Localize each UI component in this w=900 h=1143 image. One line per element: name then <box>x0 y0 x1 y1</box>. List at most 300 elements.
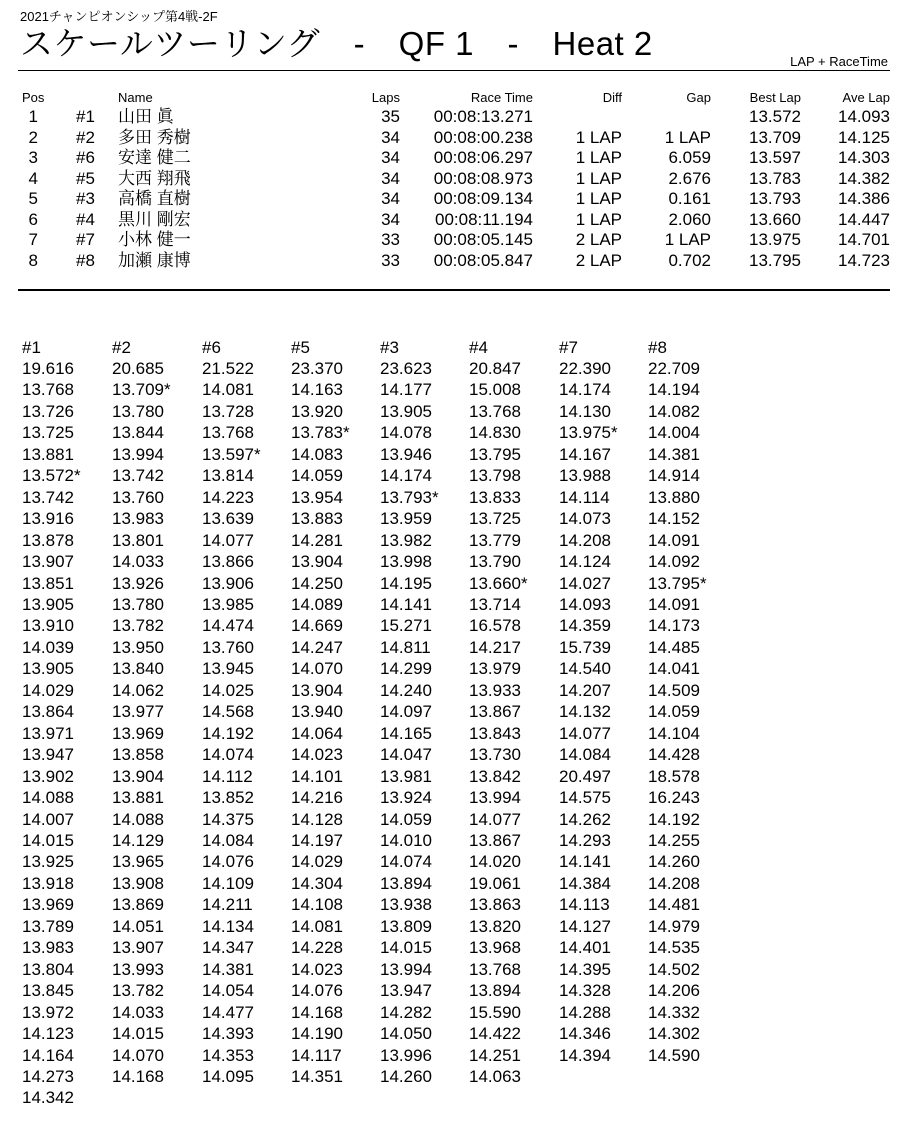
table-row <box>0 251 900 272</box>
lap-time-cell: 14.195 <box>380 573 432 593</box>
lap-times-header <box>0 338 900 358</box>
lap-time-cell: 13.993 <box>112 959 164 979</box>
lap-time-cell: 14.381 <box>648 444 700 464</box>
lap-time-cell: 14.070 <box>112 1045 164 1065</box>
lap-time-cell: 14.074 <box>202 745 254 765</box>
lap-time-cell: 14.092 <box>648 552 700 572</box>
lap-time-cell: 14.328 <box>559 981 611 1001</box>
lap-time-cell: 14.255 <box>648 830 700 850</box>
lap-time-cell: 14.262 <box>559 809 611 829</box>
lap-time-cell: 14.575 <box>559 788 611 808</box>
lap-time-cell: 23.370 <box>291 359 343 378</box>
laps-cell: 34 <box>381 209 400 229</box>
driver-name-cell: 大西 翔飛 <box>118 168 191 188</box>
lap-time-cell: 14.288 <box>559 1002 611 1022</box>
lap-time-cell: 14.359 <box>559 616 611 636</box>
lap-time-cell: 14.177 <box>380 380 432 400</box>
race-time-cell: 00:08:00.238 <box>433 127 533 147</box>
lap-time-cell: 13.867 <box>469 830 521 850</box>
race-time-cell: 00:08:13.271 <box>433 107 533 126</box>
top-divider <box>18 70 890 71</box>
lap-time-cell: 13.894 <box>380 873 432 893</box>
lap-time-cell: 14.168 <box>291 1002 343 1022</box>
car-number-cell: #3 <box>76 189 95 208</box>
laps-cell: 35 <box>381 107 400 126</box>
driver-name-cell: 加瀬 康博 <box>118 250 191 270</box>
driver-name-cell: 小林 健一 <box>118 230 191 249</box>
lap-time-cell: 14.025 <box>202 680 254 700</box>
lap-time-cell: 14.299 <box>380 659 432 679</box>
lap-time-cell: 14.502 <box>648 959 700 979</box>
ave-lap-cell: 14.386 <box>838 189 890 208</box>
lap-time-cell: 13.730 <box>469 745 521 765</box>
lap-time-cell: 13.938 <box>380 895 432 915</box>
lap-time-cell: 14.095 <box>202 1066 254 1086</box>
driver-name-cell: 黒川 剛宏 <box>118 209 191 229</box>
lap-time-cell: 14.124 <box>559 552 611 572</box>
lap-time-cell: 14.015 <box>380 938 432 958</box>
diff-cell: 1 LAP <box>575 148 622 167</box>
pos-cell: 2 <box>28 127 38 147</box>
lap-time-cell: 14.023 <box>291 745 343 765</box>
lap-time-cell: 14.029 <box>22 680 74 700</box>
lap-time-cell: 14.130 <box>559 401 611 421</box>
diff-cell: 2 LAP <box>575 230 622 249</box>
lap-time-cell: 15.271 <box>380 616 432 636</box>
lap-time-cell: 13.783* <box>291 423 350 443</box>
lap-time-cell: 14.208 <box>648 873 700 893</box>
lap-time-cell: 14.190 <box>291 1024 343 1044</box>
lap-time-cell: 13.742 <box>112 466 164 486</box>
lap-time-cell: 14.047 <box>380 745 432 765</box>
gap-cell: 6.059 <box>668 148 711 167</box>
lap-time-cell: 13.894 <box>469 981 521 1001</box>
lap-time-cell: 14.273 <box>22 1066 74 1086</box>
lap-time-cell: 14.015 <box>22 830 74 850</box>
lap-time-cell: 14.164 <box>22 1045 74 1065</box>
lap-time-cell: 14.590 <box>648 1045 700 1065</box>
race-time-cell: 00:08:08.973 <box>433 168 533 188</box>
lap-time-cell: 13.768 <box>22 380 74 400</box>
lap-time-cell: 14.091 <box>648 530 700 550</box>
lap-time-cell: 13.795* <box>648 573 707 593</box>
lap-time-cell: 14.174 <box>559 380 611 400</box>
lap-column-header: #8 <box>648 338 667 357</box>
lap-time-cell: 14.830 <box>469 423 521 443</box>
header-ave-lap: Ave Lap <box>842 90 890 105</box>
ave-lap-cell: 14.382 <box>838 168 890 188</box>
lap-time-cell: 13.994 <box>112 444 164 464</box>
lap-time-cell: 13.880 <box>648 487 700 507</box>
lap-time-cell: 14.509 <box>648 680 700 700</box>
pos-cell: 1 <box>28 107 38 126</box>
lap-time-cell: 14.081 <box>291 916 343 936</box>
lap-time-cell: 13.789 <box>22 916 74 936</box>
lap-time-cell: 14.351 <box>291 1066 343 1086</box>
lap-time-cell: 14.127 <box>559 916 611 936</box>
lap-time-cell: 14.192 <box>648 809 700 829</box>
lap-time-cell: 14.282 <box>380 1002 432 1022</box>
lap-time-cell: 14.384 <box>559 873 611 893</box>
lap-time-cell: 13.945 <box>202 659 254 679</box>
lap-time-cell: 14.401 <box>559 938 611 958</box>
lap-time-cell: 14.033 <box>112 1002 164 1022</box>
best-lap-cell: 13.783 <box>749 168 801 188</box>
lap-time-cell: 14.039 <box>22 637 74 657</box>
driver-name-cell: 安達 健二 <box>118 148 191 167</box>
ave-lap-cell: 14.125 <box>838 127 890 147</box>
gap-cell: 1 LAP <box>664 230 711 249</box>
lap-time-cell: 13.760 <box>112 487 164 507</box>
lap-time-cell: 14.033 <box>112 552 164 572</box>
pos-cell: 6 <box>28 209 38 229</box>
gap-cell: 0.161 <box>668 189 711 208</box>
lap-time-cell: 14.342 <box>22 1088 74 1108</box>
lap-time-cell: 14.481 <box>648 895 700 915</box>
lap-time-cell: 14.109 <box>202 873 254 893</box>
lap-time-cell: 19.061 <box>469 873 521 893</box>
lap-time-cell: 14.015 <box>112 1024 164 1044</box>
race-time-cell: 00:08:05.847 <box>433 250 533 270</box>
lap-time-cell: 14.669 <box>291 616 343 636</box>
ave-lap-cell: 14.093 <box>838 107 890 126</box>
lap-time-cell: 14.422 <box>469 1024 521 1044</box>
lap-time-cell: 14.260 <box>380 1066 432 1086</box>
lap-time-cell: 14.059 <box>380 809 432 829</box>
lap-time-cell: 14.078 <box>380 423 432 443</box>
lap-time-cell: 13.905 <box>22 594 74 614</box>
lap-time-cell: 14.088 <box>112 809 164 829</box>
lap-time-cell: 14.197 <box>291 830 343 850</box>
lap-time-cell: 14.114 <box>559 487 610 507</box>
driver-name-cell: 多田 秀樹 <box>118 127 191 147</box>
lap-time-cell: 14.070 <box>291 659 343 679</box>
lap-time-cell: 13.905 <box>380 401 432 421</box>
lap-time-cell: 13.954 <box>291 487 343 507</box>
lap-time-cell: 13.972 <box>22 1002 74 1022</box>
lap-time-cell: 13.959 <box>380 509 432 529</box>
lap-time-cell: 13.728 <box>202 401 254 421</box>
lap-time-cell: 14.074 <box>380 852 432 872</box>
lap-time-cell: 14.260 <box>648 852 700 872</box>
pos-cell: 7 <box>28 230 38 249</box>
lap-time-cell: 13.994 <box>469 788 521 808</box>
lap-time-cell: 13.925 <box>22 852 74 872</box>
lap-column <box>291 358 350 1087</box>
lap-time-cell: 14.211 <box>202 895 253 915</box>
lap-time-cell: 13.996 <box>380 1045 432 1065</box>
lap-time-cell: 14.192 <box>202 723 254 743</box>
lap-time-cell: 14.059 <box>291 466 343 486</box>
lap-time-cell: 14.217 <box>469 637 521 657</box>
table-row <box>0 128 900 149</box>
lap-time-cell: 13.881 <box>22 444 74 464</box>
ave-lap-cell: 14.701 <box>838 230 890 249</box>
lap-time-cell: 14.535 <box>648 938 700 958</box>
lap-column <box>22 358 81 1109</box>
lap-time-cell: 14.394 <box>559 1045 611 1065</box>
lap-time-cell: 15.008 <box>469 380 521 400</box>
lap-column <box>648 358 707 1066</box>
lap-time-cell: 14.206 <box>648 981 700 1001</box>
lap-time-cell: 14.174 <box>380 466 432 486</box>
gap-cell: 1 LAP <box>664 127 711 147</box>
lap-column-header: #7 <box>559 338 578 357</box>
lap-time-cell: 14.250 <box>291 573 343 593</box>
lap-time-cell: 14.027 <box>559 573 611 593</box>
lap-time-cell: 14.353 <box>202 1045 254 1065</box>
lap-time-cell: 13.981 <box>380 766 432 786</box>
laps-cell: 33 <box>381 250 400 270</box>
lap-time-cell: 13.965 <box>112 852 164 872</box>
lap-time-cell: 14.914 <box>648 466 700 486</box>
lap-time-cell: 14.091 <box>648 594 700 614</box>
lap-time-cell: 13.926 <box>112 573 164 593</box>
lap-time-cell: 14.228 <box>291 938 343 958</box>
lap-time-cell: 13.918 <box>22 873 74 893</box>
lap-time-cell: 14.097 <box>380 702 432 722</box>
lap-time-cell: 13.933 <box>469 680 521 700</box>
diff-cell: 2 LAP <box>575 250 622 270</box>
lap-time-cell: 14.568 <box>202 702 254 722</box>
lap-time-cell: 13.977 <box>112 702 164 722</box>
lap-time-cell: 13.940 <box>291 702 343 722</box>
lap-time-cell: 23.623 <box>380 359 432 378</box>
lap-time-cell: 14.216 <box>291 788 343 808</box>
lap-column-header: #4 <box>469 338 488 357</box>
lap-time-cell: 13.780 <box>112 401 164 421</box>
race-time-cell: 00:08:05.145 <box>433 230 533 249</box>
lap-time-cell: 13.867 <box>469 702 521 722</box>
event-subtitle: 2021チャンピオンシップ第4戦-2F <box>20 9 218 24</box>
lap-time-cell: 13.864 <box>22 702 74 722</box>
header-best-lap: Best Lap <box>749 90 801 105</box>
lap-time-cell: 13.843 <box>469 723 521 743</box>
lap-time-cell: 13.908 <box>112 873 164 893</box>
lap-time-cell: 14.194 <box>648 380 700 400</box>
best-lap-cell: 13.975 <box>749 230 801 249</box>
lap-time-cell: 13.969 <box>112 723 164 743</box>
lap-time-cell: 14.168 <box>112 1066 164 1086</box>
lap-time-cell: 14.167 <box>559 444 611 464</box>
ave-lap-cell: 14.447 <box>838 209 890 229</box>
laps-cell: 34 <box>381 189 400 208</box>
lap-time-cell: 14.240 <box>380 680 432 700</box>
lap-time-cell: 21.522 <box>202 359 254 378</box>
lap-time-cell: 13.760 <box>202 637 254 657</box>
lap-time-cell: 13.768 <box>202 423 254 443</box>
lap-time-cell: 13.983 <box>112 509 164 529</box>
lap-time-cell: 14.084 <box>202 830 254 850</box>
lap-time-cell: 13.742 <box>22 487 74 507</box>
lap-time-cell: 14.332 <box>648 1002 700 1022</box>
lap-time-cell: 13.852 <box>202 788 254 808</box>
lap-time-cell: 14.023 <box>291 959 343 979</box>
diff-cell: 1 LAP <box>575 168 622 188</box>
best-lap-cell: 13.793 <box>749 189 801 208</box>
lap-time-cell: 14.076 <box>202 852 254 872</box>
laps-cell: 34 <box>381 127 400 147</box>
lap-time-cell: 13.793* <box>380 487 439 507</box>
lap-column <box>380 358 439 1087</box>
best-lap-cell: 13.597 <box>749 148 801 167</box>
pos-cell: 8 <box>28 250 38 270</box>
lap-time-cell: 15.590 <box>469 1002 521 1022</box>
lap-time-cell: 14.247 <box>291 637 343 657</box>
pos-cell: 3 <box>28 148 38 167</box>
lap-time-cell: 13.768 <box>469 959 521 979</box>
diff-cell: 1 LAP <box>575 127 622 147</box>
lap-time-cell: 14.084 <box>559 745 611 765</box>
driver-name-cell: 高橋 直樹 <box>118 189 191 208</box>
lap-time-cell: 13.782 <box>112 616 164 636</box>
lap-time-cell: 16.243 <box>648 788 700 808</box>
lap-time-cell: 13.883 <box>291 509 343 529</box>
header-laps: Laps <box>371 90 400 105</box>
lap-time-cell: 13.985 <box>202 594 254 614</box>
lap-time-cell: 14.173 <box>648 616 700 636</box>
pos-cell: 5 <box>28 189 38 208</box>
lap-time-cell: 13.869 <box>112 895 164 915</box>
lap-time-cell: 13.790 <box>469 552 521 572</box>
lap-time-cell: 14.129 <box>112 830 164 850</box>
lap-time-cell: 13.998 <box>380 552 432 572</box>
lap-time-cell: 13.969 <box>22 895 74 915</box>
lap-time-cell: 14.082 <box>648 401 700 421</box>
car-number-cell: #8 <box>76 250 95 270</box>
lap-time-cell: 14.132 <box>559 702 611 722</box>
lap-time-cell: 13.820 <box>469 916 521 936</box>
lap-time-cell: 14.979 <box>648 916 700 936</box>
lap-time-cell: 14.477 <box>202 1002 254 1022</box>
lap-time-cell: 13.780 <box>112 594 164 614</box>
lap-time-cell: 13.814 <box>202 466 254 486</box>
laps-cell: 34 <box>381 168 400 188</box>
lap-time-cell: 13.809 <box>380 916 432 936</box>
lap-time-cell: 14.375 <box>202 809 254 829</box>
lap-time-cell: 14.101 <box>291 766 343 786</box>
lap-column-header: #2 <box>112 338 131 357</box>
lap-time-cell: 14.089 <box>291 594 343 614</box>
lap-time-cell: 13.639 <box>202 509 254 529</box>
table-row <box>0 148 900 169</box>
page-title: スケールツーリング - QF 1 - Heat 2 <box>20 25 653 62</box>
lap-time-cell: 13.904 <box>112 766 164 786</box>
lap-time-cell: 13.597* <box>202 444 261 464</box>
lap-time-cell: 22.390 <box>559 359 611 378</box>
lap-time-cell: 14.128 <box>291 809 343 829</box>
lap-time-cell: 14.165 <box>380 723 432 743</box>
lap-time-cell: 13.572* <box>22 466 81 486</box>
lap-time-cell: 13.863 <box>469 895 521 915</box>
lap-time-cell: 13.878 <box>22 530 74 550</box>
lap-time-cell: 13.782 <box>112 981 164 1001</box>
lap-time-cell: 14.540 <box>559 659 611 679</box>
gap-cell: 2.676 <box>668 168 711 188</box>
lap-time-cell: 13.983 <box>22 938 74 958</box>
lap-time-cell: 20.685 <box>112 359 164 378</box>
lap-time-cell: 13.768 <box>469 401 521 421</box>
lap-time-cell: 14.004 <box>648 423 700 443</box>
best-lap-cell: 13.660 <box>749 209 801 229</box>
laps-cell: 34 <box>381 148 400 167</box>
lap-time-cell: 13.660* <box>469 573 528 593</box>
lap-time-cell: 22.709 <box>648 359 700 378</box>
lap-time-cell: 13.709* <box>112 380 171 400</box>
lap-time-cell: 14.393 <box>202 1024 254 1044</box>
lap-time-cell: 13.947 <box>380 981 432 1001</box>
lap-time-cell: 14.117 <box>291 1045 342 1065</box>
car-number-cell: #7 <box>76 230 95 249</box>
lap-time-cell: 13.924 <box>380 788 432 808</box>
header-race-time: Race Time <box>470 90 533 105</box>
car-number-cell: #4 <box>76 209 95 229</box>
table-row <box>0 189 900 210</box>
lap-time-cell: 14.141 <box>559 852 611 872</box>
lap-time-cell: 13.726 <box>22 401 74 421</box>
laps-cell: 33 <box>381 230 400 249</box>
lap-time-cell: 14.141 <box>380 594 432 614</box>
race-time-cell: 00:08:06.297 <box>433 148 533 167</box>
lap-time-cell: 14.395 <box>559 959 611 979</box>
lap-time-cell: 14.163 <box>291 380 343 400</box>
lap-time-cell: 14.064 <box>291 723 343 743</box>
lap-time-cell: 14.077 <box>469 809 521 829</box>
lap-time-cell: 14.428 <box>648 745 700 765</box>
lap-column-header: #6 <box>202 338 221 357</box>
lap-time-cell: 13.842 <box>469 766 521 786</box>
lap-time-cell: 13.844 <box>112 423 164 443</box>
lap-time-cell: 19.616 <box>22 359 74 378</box>
table-row <box>0 230 900 251</box>
lap-time-cell: 14.304 <box>291 873 343 893</box>
results-divider <box>18 289 890 291</box>
lap-time-cell: 14.029 <box>291 852 343 872</box>
lap-time-cell: 14.112 <box>202 766 253 786</box>
lap-time-cell: 16.578 <box>469 616 521 636</box>
lap-time-cell: 14.113 <box>559 895 610 915</box>
lap-column <box>202 358 261 1087</box>
lap-time-cell: 13.858 <box>112 745 164 765</box>
lap-time-cell: 14.073 <box>559 509 611 529</box>
lap-time-cell: 13.840 <box>112 659 164 679</box>
lap-time-cell: 14.223 <box>202 487 254 507</box>
lap-time-cell: 20.847 <box>469 359 521 378</box>
lap-time-cell: 14.088 <box>22 788 74 808</box>
lap-time-cell: 14.134 <box>202 916 254 936</box>
lap-time-cell: 14.063 <box>469 1066 521 1086</box>
lap-time-cell: 14.076 <box>291 981 343 1001</box>
lap-time-cell: 13.906 <box>202 573 254 593</box>
lap-time-cell: 14.007 <box>22 809 74 829</box>
car-number-cell: #6 <box>76 148 95 167</box>
lap-time-cell: 14.293 <box>559 830 611 850</box>
lap-time-cell: 14.041 <box>648 659 700 679</box>
lap-time-cell: 14.077 <box>559 723 611 743</box>
lap-time-cell: 14.152 <box>648 509 700 529</box>
best-lap-cell: 13.795 <box>749 250 801 270</box>
race-time-cell: 00:08:09.134 <box>433 189 533 208</box>
lap-time-cell: 14.077 <box>202 530 254 550</box>
car-number-cell: #1 <box>76 107 95 126</box>
lap-time-cell: 13.881 <box>112 788 164 808</box>
gap-cell: 2.060 <box>668 209 711 229</box>
lap-time-cell: 13.779 <box>469 530 521 550</box>
lap-time-cell: 13.904 <box>291 552 343 572</box>
lap-time-cell: 14.474 <box>202 616 254 636</box>
lap-time-cell: 13.910 <box>22 616 74 636</box>
lap-time-cell: 15.739 <box>559 637 611 657</box>
